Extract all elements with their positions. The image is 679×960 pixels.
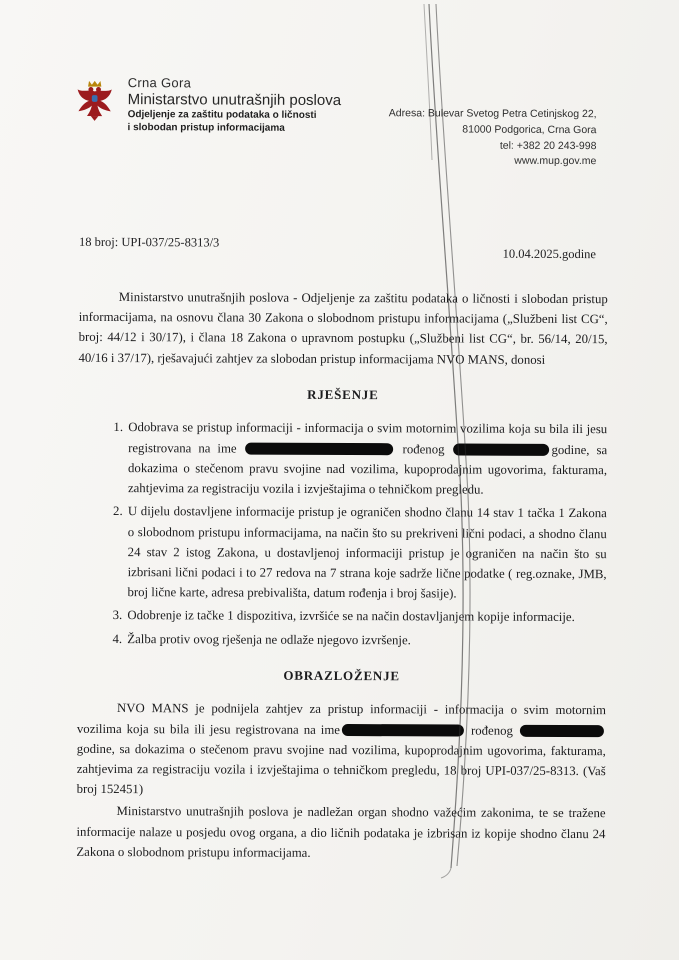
letterhead xyxy=(76,75,597,168)
website-url: www.mup.gov.me xyxy=(514,155,597,168)
decision-items xyxy=(77,417,607,651)
document-date: 10.04.2025.godine xyxy=(502,246,597,262)
item1-text-c: godine, sa dokazima o stečenom pravu svojine nad vozilima, kupoprodajnim ugovorima, fakturama, zahtjevima za registraciju vozila i izvještajima o tehničkom pregledu. xyxy=(127,442,608,497)
reasoning-paragraph-1 xyxy=(77,698,606,801)
coat-of-arms-icon xyxy=(76,77,114,123)
decision-item-2: 2. U dijelu dostavljene informacije pristup je ograničen shodno članu 14 stav 1 tačka 1 Zakona o slobodnom pristupu informacijama, na način što su prekriveni lični podaci, a shodno članu 24 stav 2 istog Zakona, u dostavljenoj informaciji pristup je ograničen na način što su izbrisani lični podaci i to 27 redova na 7 strana koje sadrže lične podatke ( reg.oznake, JMB, broj lične karte, adresa prebivališta, datum rođenja i broj šasije). xyxy=(125,501,606,604)
department-name-line2: i slobodan pristup informacijama xyxy=(127,122,285,134)
redaction-bar xyxy=(342,724,464,737)
intro-paragraph: Ministarstvo unutrašnjih poslova - Odjeljenje za zaštitu podataka o ličnosti i slobodan pristup informacijama, na osnovu člana 30 Zakona o slobodnom pristupu informacijama („Službeni list CG“, broj: 44/12 i 30/17), i člana 18 Zakona o upravnom postupku („Službeni list CG“, br. 56/14, 20/15, 40/16 i 37/17), rješavajući zahtjev za slobodan pristup informacijama NVO MANS, donosi xyxy=(78,290,608,367)
reference-row xyxy=(79,235,596,262)
decision-item-3: 3. Odobrenje iz tačke 1 dispozitiva, izvršiće se na način dostavljanjem kopije informacije. xyxy=(125,605,606,627)
country-name: Crna Gora xyxy=(127,75,192,91)
address-street: Adresa: Bulevar Svetog Petra Cetinjskog 22, xyxy=(388,107,597,121)
reasoning-paragraph-2: Ministarstvo unutrašnjih poslova je nadležan organ shodno važećim zakonima, te se tražene informacije nalaze u posjedu ovog organa, a dio ličnih podataka je izbrisan iz kopije shodno članu 24 Zakona o slobodnom pristupu informacijama. xyxy=(76,804,606,860)
redaction-bar xyxy=(520,724,604,736)
decision-title: RJEŠENJE xyxy=(307,386,379,403)
address-block xyxy=(389,106,597,170)
item1-text-a: Odobrava se pristup informaciji - informacija o svim motornim vozilima koja su bila ili jesu registrovana na ime xyxy=(128,420,608,456)
phone-number: tel: +382 20 243-998 xyxy=(499,139,597,152)
item1-text-b: rođenog xyxy=(402,441,445,457)
reference-number: 18 broj: UPI-037/25-8313/3 xyxy=(79,234,220,250)
ministry-block xyxy=(128,75,342,135)
para1-text-a: NVO MANS je podnijela zahtjev za pristup informaciji - informacija o svim motornim vozilima koja su bila ili jesu registrovana na ime xyxy=(76,701,607,737)
address-city: 81000 Podgorica, Crna Gora xyxy=(462,123,597,136)
redaction-bar xyxy=(246,442,394,455)
redaction-bar xyxy=(453,443,549,455)
para1-text-c: godine, sa dokazima o stečenom pravu svojine nad vozilima, kupoprodajnim ugovorima, fakturama, zahtjevima za registraciju vozila i izvještajima o tehničkom pregledu, 18 broj UPI-037/25-8313. (Vaš broj 152451) xyxy=(76,741,606,797)
reasoning-title: OBRAZLOŽENJE xyxy=(283,667,400,684)
decision-item-1 xyxy=(126,417,607,500)
para1-text-b: rođenog xyxy=(470,723,513,738)
department-name-line1: Odjeljenje za zaštitu podataka o ličnosti xyxy=(127,109,317,121)
document-body xyxy=(76,287,608,866)
ministry-name: Ministarstvo unutrašnjih poslova xyxy=(127,91,342,110)
decision-item-4: 4. Žalba protiv ovog rješenja ne odlaže njegovo izvršenje. xyxy=(125,629,606,651)
